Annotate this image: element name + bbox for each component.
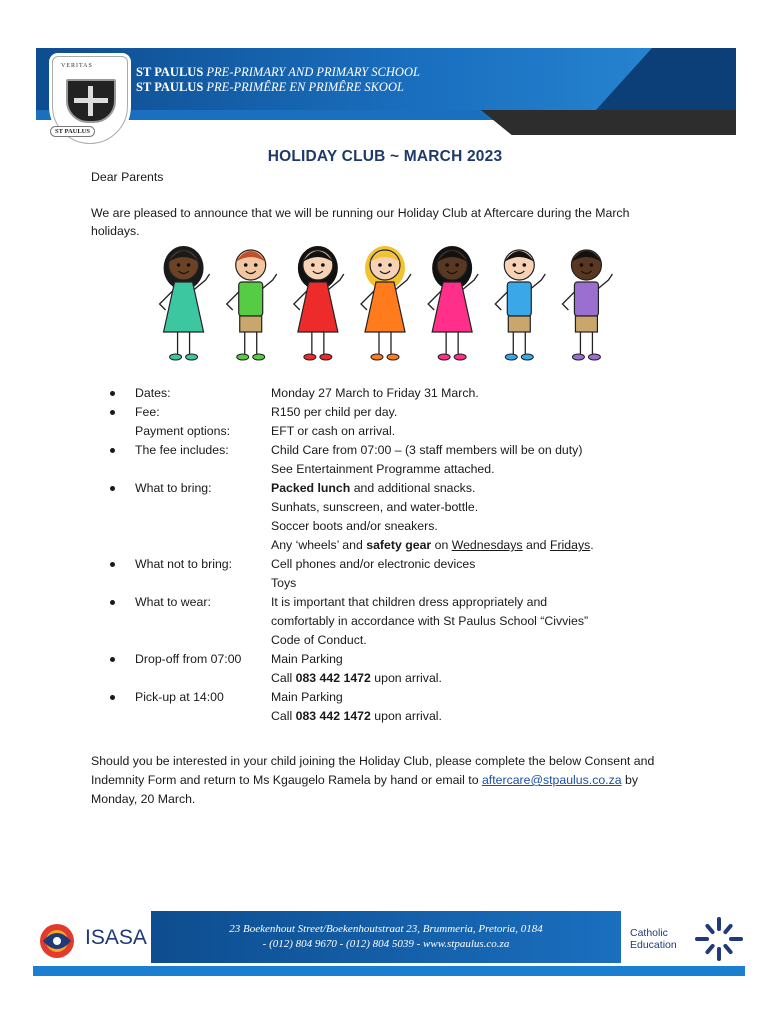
detail-value-part: safety gear bbox=[366, 538, 432, 552]
crest-name: ST PAULUS bbox=[50, 126, 95, 137]
detail-value bbox=[271, 517, 438, 536]
school-name-bold-af: ST PAULUS bbox=[136, 80, 204, 94]
child-figure-boy-redhair bbox=[227, 250, 277, 360]
detail-row bbox=[108, 460, 708, 479]
intro-paragraph: We are pleased to announce that we will be running our Holiday Club at Aftercare during the March holidays. bbox=[91, 206, 630, 238]
child-figure-girl-blonde bbox=[361, 246, 411, 360]
footer-band bbox=[151, 911, 621, 963]
school-header bbox=[36, 48, 736, 148]
detail-value bbox=[271, 479, 475, 498]
detail-value-part: and bbox=[522, 538, 550, 552]
detail-value-part: Sunhats, sunscreen, and water-bottle. bbox=[271, 500, 479, 514]
footer-bottom-bar bbox=[33, 966, 745, 976]
email-link[interactable]: aftercare@stpaulus.co.za bbox=[481, 773, 622, 787]
isasa-label: ISASA bbox=[85, 926, 147, 949]
closing-paragraph bbox=[91, 752, 681, 809]
salutation: Dear Parents bbox=[91, 170, 164, 184]
detail-label: What not to bring: bbox=[135, 557, 233, 571]
details-list bbox=[108, 384, 708, 726]
school-name-english bbox=[136, 65, 420, 80]
child-figure-girl-dark bbox=[428, 246, 478, 360]
catholic-line-1: Catholic bbox=[630, 927, 668, 939]
detail-value-part: Toys bbox=[271, 576, 297, 590]
school-name-italic-af: PRE-PRIMÊRE EN PRIMÊRE SKOOL bbox=[206, 80, 404, 94]
detail-value bbox=[271, 536, 594, 555]
detail-value-part: 083 442 1472 bbox=[295, 709, 371, 723]
detail-value-part: Soccer boots and/or sneakers. bbox=[271, 519, 438, 533]
detail-row bbox=[108, 498, 708, 517]
detail-value bbox=[271, 631, 367, 650]
detail-row bbox=[108, 593, 708, 612]
detail-value bbox=[271, 593, 547, 612]
catholic-line-2: Education bbox=[630, 939, 677, 951]
detail-value-part: It is important that children dress appropriately and bbox=[271, 595, 548, 609]
detail-label: Pick-up at 14:00 bbox=[135, 690, 224, 704]
detail-value-part: . bbox=[590, 538, 594, 552]
detail-value-part: Any ‘wheels’ and bbox=[271, 538, 367, 552]
detail-value bbox=[271, 498, 478, 517]
catholic-education-label bbox=[630, 927, 677, 951]
school-name-afrikaans bbox=[136, 80, 404, 95]
school-footer bbox=[33, 911, 745, 977]
detail-value-part: See Entertainment Programme attached. bbox=[271, 462, 495, 476]
detail-value-part: R150 per child per day. bbox=[271, 405, 398, 419]
detail-row bbox=[108, 574, 708, 593]
detail-value-part: Main Parking bbox=[271, 690, 343, 704]
catholic-education-logo-icon bbox=[693, 915, 745, 963]
detail-row bbox=[108, 384, 708, 403]
detail-value bbox=[271, 574, 296, 593]
detail-row bbox=[108, 422, 708, 441]
detail-row bbox=[108, 650, 708, 669]
detail-value-part: Code of Conduct. bbox=[271, 633, 367, 647]
detail-value bbox=[271, 669, 442, 688]
school-name-italic: PRE-PRIMARY AND PRIMARY SCHOOL bbox=[206, 65, 420, 79]
detail-value-part: upon arrival. bbox=[370, 671, 442, 685]
footer-contacts: - (012) 804 9670 - (012) 804 5039 - www.stpaulus.co.za bbox=[262, 938, 510, 950]
closing-tail: by Monday, 20 March. bbox=[91, 773, 638, 806]
footer-address: 23 Boekenhout Street/Boekenhoutstraat 23, Brummeria, Pretoria, 0184 bbox=[229, 923, 543, 935]
detail-value-part: Monday 27 March to Friday 31 March. bbox=[271, 386, 479, 400]
detail-label: What to bring: bbox=[135, 481, 212, 495]
detail-value-part: Fridays bbox=[549, 538, 591, 552]
closing-text: Should you be interested in your child joining the Holiday Club, please complete the below Consent and Indemnity Form and return to Ms Kgaugelo Ramela by hand or email to bbox=[91, 754, 655, 787]
page-title: HOLIDAY CLUB ~ MARCH 2023 bbox=[267, 148, 503, 165]
child-figure-girl-blackhair bbox=[294, 246, 344, 360]
detail-value-part: Call bbox=[271, 709, 296, 723]
detail-value-part: upon arrival. bbox=[370, 709, 442, 723]
detail-row bbox=[108, 707, 708, 726]
detail-value-part: and additional snacks. bbox=[350, 481, 476, 495]
detail-value-part: Wednesdays bbox=[451, 538, 523, 552]
detail-value-part: Child Care from 07:00 – (3 staff members will be on duty) bbox=[271, 443, 583, 457]
detail-value-part: EFT or cash on arrival. bbox=[271, 424, 396, 438]
detail-row bbox=[108, 669, 708, 688]
detail-label: What to wear: bbox=[135, 595, 211, 609]
detail-label: Drop-off from 07:00 bbox=[135, 652, 242, 666]
detail-value bbox=[271, 707, 442, 726]
detail-value bbox=[271, 460, 495, 479]
detail-row bbox=[108, 441, 708, 460]
detail-label: Dates: bbox=[135, 386, 171, 400]
header-dark-stripe bbox=[481, 110, 736, 135]
detail-row bbox=[108, 631, 708, 650]
detail-value-part: comfortably in accordance with St Paulus School “Civvies” bbox=[271, 614, 589, 628]
children-illustration bbox=[150, 240, 620, 365]
detail-value bbox=[271, 555, 475, 574]
detail-row bbox=[108, 517, 708, 536]
detail-row bbox=[108, 688, 708, 707]
detail-label: Fee: bbox=[135, 405, 160, 419]
detail-value bbox=[271, 422, 395, 441]
detail-label: Payment options: bbox=[135, 424, 231, 438]
detail-value bbox=[271, 688, 343, 707]
detail-value bbox=[271, 650, 343, 669]
detail-value bbox=[271, 441, 582, 460]
detail-value bbox=[271, 384, 479, 403]
child-figure-boy-purple bbox=[562, 250, 612, 360]
child-figure-boy-blue bbox=[495, 250, 545, 360]
detail-label: The fee includes: bbox=[135, 443, 229, 457]
detail-value-part: on bbox=[431, 538, 452, 552]
crest-shield-icon bbox=[66, 79, 116, 123]
detail-row bbox=[108, 479, 708, 498]
detail-value bbox=[271, 403, 397, 422]
detail-value-part: Main Parking bbox=[271, 652, 343, 666]
detail-value-part: Packed lunch bbox=[271, 481, 351, 495]
detail-row bbox=[108, 612, 708, 631]
detail-value-part: Call bbox=[271, 671, 296, 685]
detail-row bbox=[108, 555, 708, 574]
detail-value-part: Cell phones and/or electronic devices bbox=[271, 557, 476, 571]
crest-motto: VERITAS bbox=[61, 63, 93, 69]
detail-value-part: 083 442 1472 bbox=[295, 671, 371, 685]
school-name-bold: ST PAULUS bbox=[136, 65, 204, 79]
child-figure-girl-pigtails bbox=[160, 246, 210, 360]
detail-value bbox=[271, 612, 588, 631]
detail-row bbox=[108, 536, 708, 555]
detail-row bbox=[108, 403, 708, 422]
